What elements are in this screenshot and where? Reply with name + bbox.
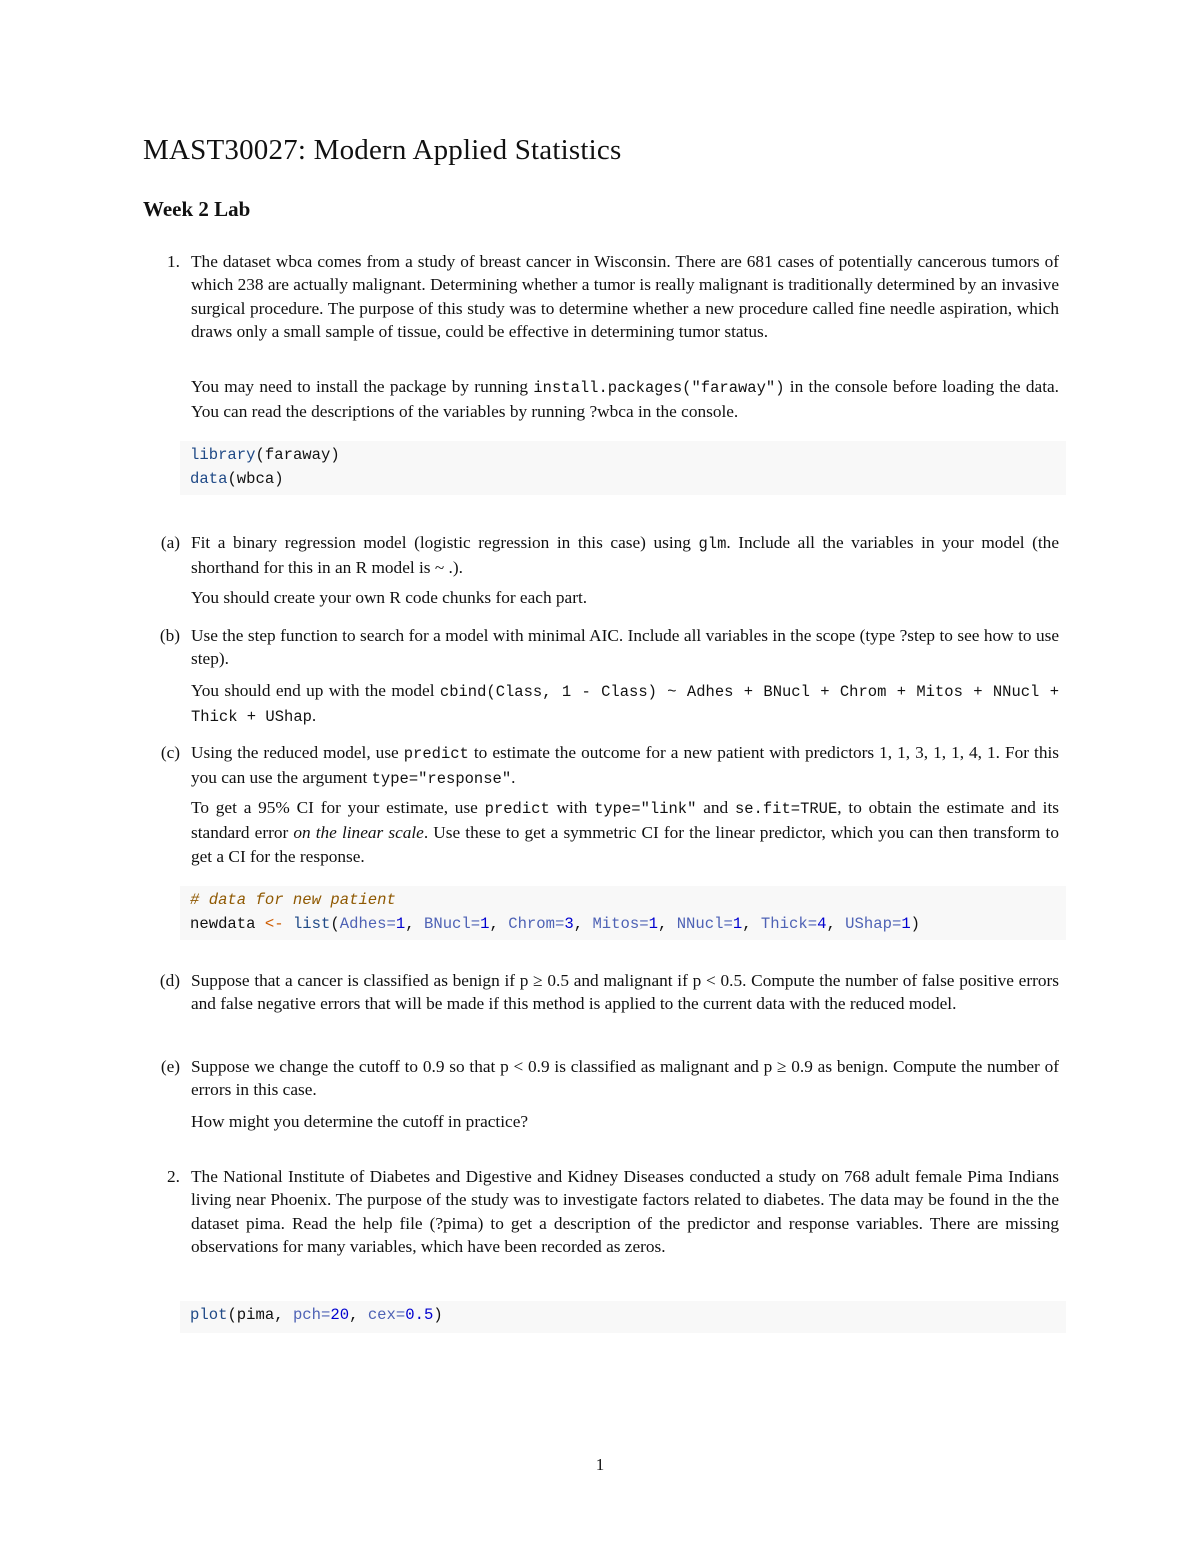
code-arg-wbca: (wbca) [227,469,284,488]
part-c-note-code-predict: predict [484,800,550,818]
part-a-text-post: . Include all the variables in your model (the shorthand for this in an R model is ~ .). [191,533,1059,578]
code-comment: # data for new patient [190,891,396,909]
code-arg-faraway: (faraway) [255,446,340,464]
part-c-note-code-sefit: se.fit=TRUE [734,800,838,818]
part-e-label: (e) [160,1057,180,1076]
question-1-number: 1. [167,252,180,271]
part-c-label: (c) [160,743,180,762]
install-text-post: in the console before loading the data. You can read the descriptions of the variables by running ?wbca in the console. [191,377,1059,422]
code-plot-args: (pima, pch=20, cex=0.5) [227,1306,443,1324]
part-a-text-pre: Fit a binary regression model (logistic regression in this case) using [191,533,699,552]
part-c-text-post: . [511,768,516,788]
question-2-text: The National Institute of Diabetes and Digestive and Kidney Diseases conducted a study on 768 adult female Pima Indians living near Phoenix. The purpose of the study was to investigate factors related to diabetes. The data may be found in the the dataset pima. Read the help file (?pima) to get a description of the predictor and response variables. There are missing observations for many variables, which have been recorded as zeros. [191,1167,1059,1257]
part-a-text [191,531,1059,580]
code-fn-plot: plot [190,1306,228,1324]
install-code: install.packages("faraway") [533,379,785,397]
part-c-note-code-link: type="link" [594,800,697,818]
part-c-note-3: and [696,798,735,817]
code-fn-data: data [190,469,228,488]
part-b-text: Use the step function to search for a model with minimal AIC. Include all variables in the scope (type ?step to see how to use step). [191,626,1059,669]
part-c-code-type: type="response" [371,770,512,789]
part-c-text-pre: Using the reduced model, use [191,743,404,762]
code-block-new-patient [180,886,1066,940]
part-c-text [191,741,1059,792]
part-e-note: How might you determine the cutoff in practice? [191,1112,529,1131]
part-b-note-pre: You should end up with the model [191,681,440,700]
page-number: 1 [595,1455,605,1474]
section-heading: Week 2 Lab [143,197,251,221]
part-d-text: Suppose that a cancer is classified as benign if p ≥ 0.5 and malignant if p < 0.5. Compute the number of false positive errors and false negative errors that will be made if this method is applied to the current data with the reduced model. [191,971,1059,1014]
page-title: MAST30027: Modern Applied Statistics [143,134,622,166]
part-a-label: (a) [160,533,180,552]
part-c-note-1: To get a 95% CI for your estimate, use [191,798,485,817]
part-c-note-2: with [549,798,595,817]
part-e-text: Suppose we change the cutoff to 0.9 so that p < 0.9 is classified as malignant and p ≥ 0.9 as benign. Compute the number of errors in this case. [191,1057,1059,1100]
part-c-note-5: . Use these to get a symmetric CI for the linear predictor, which you can then transform to get a CI for the response. [191,823,1059,866]
question-2-number: 2. [167,1167,180,1186]
code-block-plot [180,1301,1066,1333]
part-c-note-emphasis: on the linear scale [293,823,424,843]
part-a-note: You should create your own R code chunks for each part. [191,588,588,607]
code-newdata-line: newdata <- list(Adhes=1, BNucl=1, Chrom=3, Mitos=1, NNucl=1, Thick=4, UShap=1) [190,914,921,933]
part-b-note-post: . [311,706,317,726]
part-a-code: glm [698,535,727,553]
part-d-label: (d) [159,971,180,990]
part-c-note-4: , to obtain the estimate and its standard error [191,798,1059,843]
part-b-model-formula: cbind(Class, 1 - Class) ~ Adhes + BNucl + Chrom + Mitos + NNucl + Thick + UShap [191,683,1059,727]
part-b-label: (b) [159,626,180,645]
install-text-pre: You may need to install the package by running [191,377,534,396]
question-1-install-note [191,375,1059,424]
code-fn-library: library [190,446,256,464]
part-c-note [191,796,1059,868]
code-block-load-data [180,441,1066,495]
part-b-note [191,679,1059,730]
question-1-intro: The dataset wbca comes from a study of breast cancer in Wisconsin. There are 681 cases of potentially cancerous tumors of which 238 are actually malignant. Determining whether a tumor is really malignant is traditionally determined by an invasive surgical procedure. The purpose of this study was to determine whether a new procedure called fine needle aspiration, which draws only a small sample of tissue, could be effective in determining tumor status. [191,252,1059,342]
part-c-text-mid: to estimate the outcome for a new patient with predictors 1, 1, 3, 1, 1, 4, 1. For this you can use the argument [191,743,1059,788]
part-c-code-predict: predict [403,745,469,763]
